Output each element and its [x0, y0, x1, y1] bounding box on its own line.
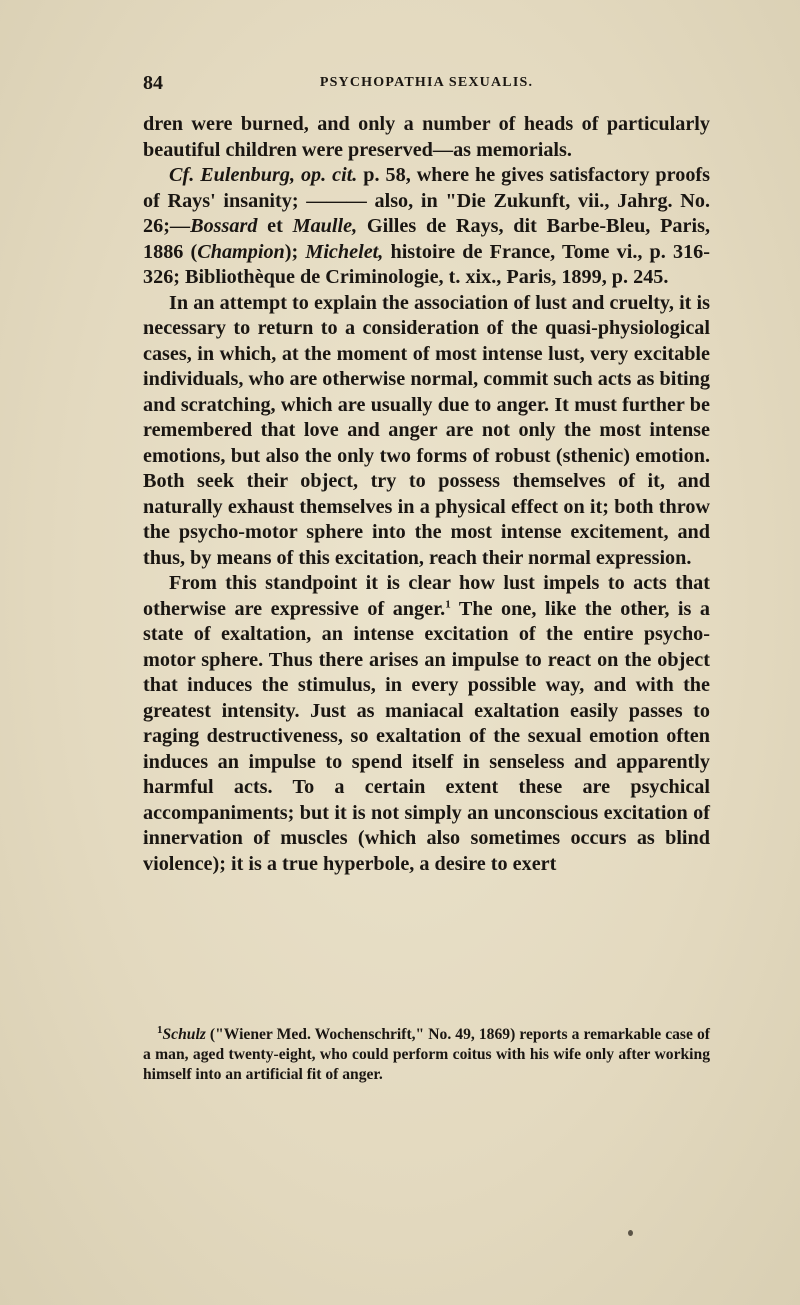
page-header	[143, 72, 710, 98]
footnote-author: Schulz	[162, 1026, 206, 1043]
ref-publisher-champion: Champion	[197, 240, 285, 263]
paragraph-standpoint	[143, 571, 710, 877]
footnote-mark: 1	[157, 1023, 163, 1036]
ref-author-maulle: Maulle,	[292, 215, 358, 237]
paragraph-lust-cruelty: In an attempt to explain the association of lust and cruelty, it is necessary to return to a consideration of the quasi-physiological cases, in which, at the moment of most intense lust, very excitable individuals, who are otherwise normal, commit such acts as biting and scratching, which are usually due to anger. It must further be remembered that love and anger are not only the most intense emotions, but also the only two forms of robust (sthenic) emotion. Both seek their object, try to possess themselves of it, and naturally exhaust themselves in a physical effect on it; both throw the psycho-motor sphere into the most intense excitement, and thus, by means of this excitation, reach their normal expression.	[143, 291, 710, 569]
main-text	[143, 112, 710, 877]
ref-cf: Cf.	[169, 164, 195, 186]
paragraph-continuation: dren were burned, and only a number of heads of particularly beautiful children were preserved—as memorials.	[143, 113, 710, 161]
running-title: PSYCHOPATHIA SEXUALIS.	[319, 75, 534, 90]
paragraph-standpoint-start: From this standpoint it is clear how lust impels to acts that otherwise are expressive of anger.	[143, 572, 710, 620]
page-number: 84	[143, 72, 163, 94]
ref-text-5: histoire de France, Tome vi., p. 316-326; Bibliothèque de Criminologie, t. xix., Paris, 1899, p. 245.	[143, 240, 710, 288]
footnote-paragraph	[143, 1025, 710, 1085]
ref-text-1: p. 58, where he gives satisfactory proofs of Rays' insanity; ——— also, in "Die Zukunft, vii., Jahrg. No. 26;—	[143, 164, 711, 237]
footnote-text: ("Wiener Med. Wochenschrift," No. 49, 1869) reports a remarkable case of a man, aged twenty-eight, who could perform coitus with his wife only after working himself into an artificial fit of anger.	[143, 1026, 710, 1083]
paragraph-references	[143, 163, 710, 291]
paragraph-standpoint-rest: The one, like the other, is a state of exaltation, an intense excitation of the entire psycho-motor sphere. Thus there arises an impulse to react on the object that induces the stimulus, in every possible way, and with the greatest intensity. Just as maniacal exaltation easily passes to raging destructiveness, so exaltation of the sexual emotion often induces an impulse to spend itself in senseless and apparently harmful acts. To a certain extent these are psychical accompaniments; but it is not simply an unconscious excitation of innervation of muscles (which also sometimes occurs as blind violence); it is a true hyperbole, a desire to exert	[143, 597, 710, 875]
ref-author-bossard: Bossard	[190, 215, 258, 237]
ref-text-4: );	[284, 240, 306, 263]
ref-author-eulenburg: Eulenburg, op. cit.	[200, 164, 358, 186]
ref-author-michelet: Michelet,	[305, 240, 384, 263]
ink-speck	[628, 1230, 633, 1236]
ref-text-2: et	[257, 215, 293, 237]
ref-text-3: Gilles de Rays, dit Barbe-Bleu, Paris, 1886 (	[143, 215, 710, 263]
footnote	[143, 1025, 710, 1085]
footnote-reference: 1	[445, 597, 451, 610]
